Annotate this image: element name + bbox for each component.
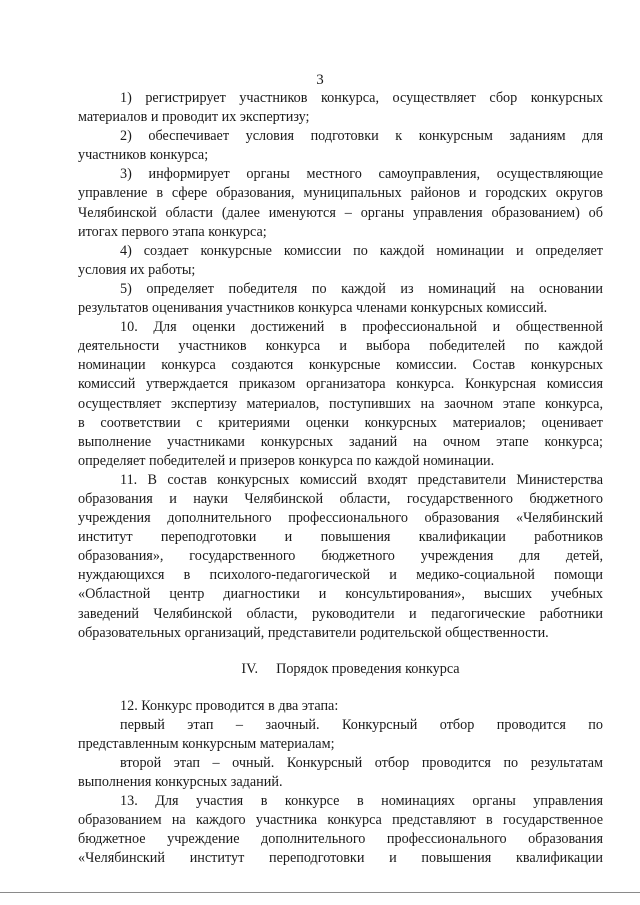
text-line: образованием на каждого участника конкурса представляют в государственное	[78, 812, 603, 829]
text-line: 3) информирует органы местного самоуправления, осуществляющие	[120, 166, 603, 183]
text-line: 1) регистрирует участников конкурса, осуществляет сбор конкурсных	[120, 90, 603, 106]
text-line: результатов оценивания участников конкурса членами конкурсных комиссий.	[78, 300, 548, 317]
text-line: Челябинской области (далее именуются – органы управления образованием) об	[78, 204, 603, 221]
paragraphs-before-section	[78, 89, 603, 643]
section-title: Порядок проведения конкурса	[276, 660, 460, 677]
section-heading	[78, 660, 603, 679]
paragraph	[78, 127, 603, 165]
text-line: заведений Челябинской области, руководители и педагогические работники	[78, 605, 603, 622]
text-line: 4) создает конкурсные комиссии по каждой номинации и определяет	[120, 242, 603, 259]
text-line: «Областной центр диагностики и консультирования», высших учебных	[78, 586, 603, 603]
text-line: 10. Для оценки достижений в профессиональной и общественной	[120, 319, 603, 336]
text-line: выполнения конкурсных заданий.	[78, 774, 283, 791]
text-line: выполнение участниками конкурсных заданий на очном этапе конкурса;	[78, 433, 603, 450]
text-line: 5) определяет победителя по каждой из номинаций на основании	[120, 280, 603, 297]
text-line: участников конкурса;	[78, 147, 209, 164]
document-body	[78, 89, 603, 869]
paragraph	[78, 242, 603, 280]
text-line: 13. Для участия в конкурсе в номинациях органы управления	[120, 793, 603, 810]
text-line: 2) обеспечивает условия подготовки к конкурсным заданиям для	[120, 128, 603, 145]
text-line: осуществляет экспертизу материалов, поступивших на заочном этапе конкурса,	[78, 395, 603, 412]
paragraphs-after-section	[78, 697, 603, 869]
text-line: 12. Конкурс проводится в два этапа:	[120, 697, 339, 714]
text-line: учреждения дополнительного профессионального образования «Челябинский	[78, 510, 603, 527]
text-line: условия их работы;	[78, 261, 196, 278]
paragraph	[78, 89, 603, 127]
text-line: определяет победителей и призеров конкурса по каждой номинации.	[78, 452, 495, 469]
text-line: управление в сфере образования, муниципальных районов и городских округов	[78, 185, 603, 202]
page-bottom-edge	[0, 892, 640, 893]
text-line: 11. В состав конкурсных комиссий входят представители Министерства	[120, 471, 603, 488]
paragraph	[78, 716, 603, 754]
paragraph	[78, 471, 603, 643]
paragraph	[78, 697, 603, 716]
page-number: 3	[316, 72, 324, 88]
text-line: институт переподготовки и повышения квалификации работников	[78, 529, 603, 546]
text-line: первый этап – заочный. Конкурсный отбор проводится по	[120, 716, 603, 733]
paragraph	[78, 318, 603, 471]
text-line: образовательных организаций, представители родительской общественности.	[78, 624, 549, 641]
paragraph	[78, 280, 603, 318]
paragraph	[78, 165, 603, 241]
text-line: второй этап – очный. Конкурсный отбор проводится по результатам	[120, 755, 603, 771]
text-line: образования», государственного бюджетного учреждения для детей,	[78, 548, 603, 565]
text-line: итогах первого этапа конкурса;	[78, 223, 267, 240]
text-line: номинации конкурса создаются конкурсные комиссии. Состав конкурсных	[78, 357, 603, 374]
text-line: бюджетное учреждение дополнительного профессионального образования	[78, 831, 603, 848]
text-line: образования и науки Челябинской области, государственного бюджетного	[78, 490, 603, 507]
text-line: «Челябинский институт переподготовки и повышения квалификации	[78, 850, 603, 867]
text-line: в соответствии с критериями оценки конкурсных материалов; оценивает	[78, 414, 603, 431]
text-line: материалов и проводит их экспертизу;	[78, 109, 310, 126]
text-line: представленным конкурсным материалам;	[78, 735, 335, 752]
text-line: деятельности участников конкурса и выбора победителей по каждой	[78, 338, 603, 355]
text-line: комиссий утверждается приказом организатора конкурса. Конкурсная комиссия	[78, 376, 603, 393]
text-line: нуждающихся в психолого-педагогической и медико-социальной помощи	[78, 567, 603, 584]
paragraph	[78, 792, 603, 868]
section-number: IV.	[241, 660, 259, 677]
paragraph	[78, 754, 603, 792]
